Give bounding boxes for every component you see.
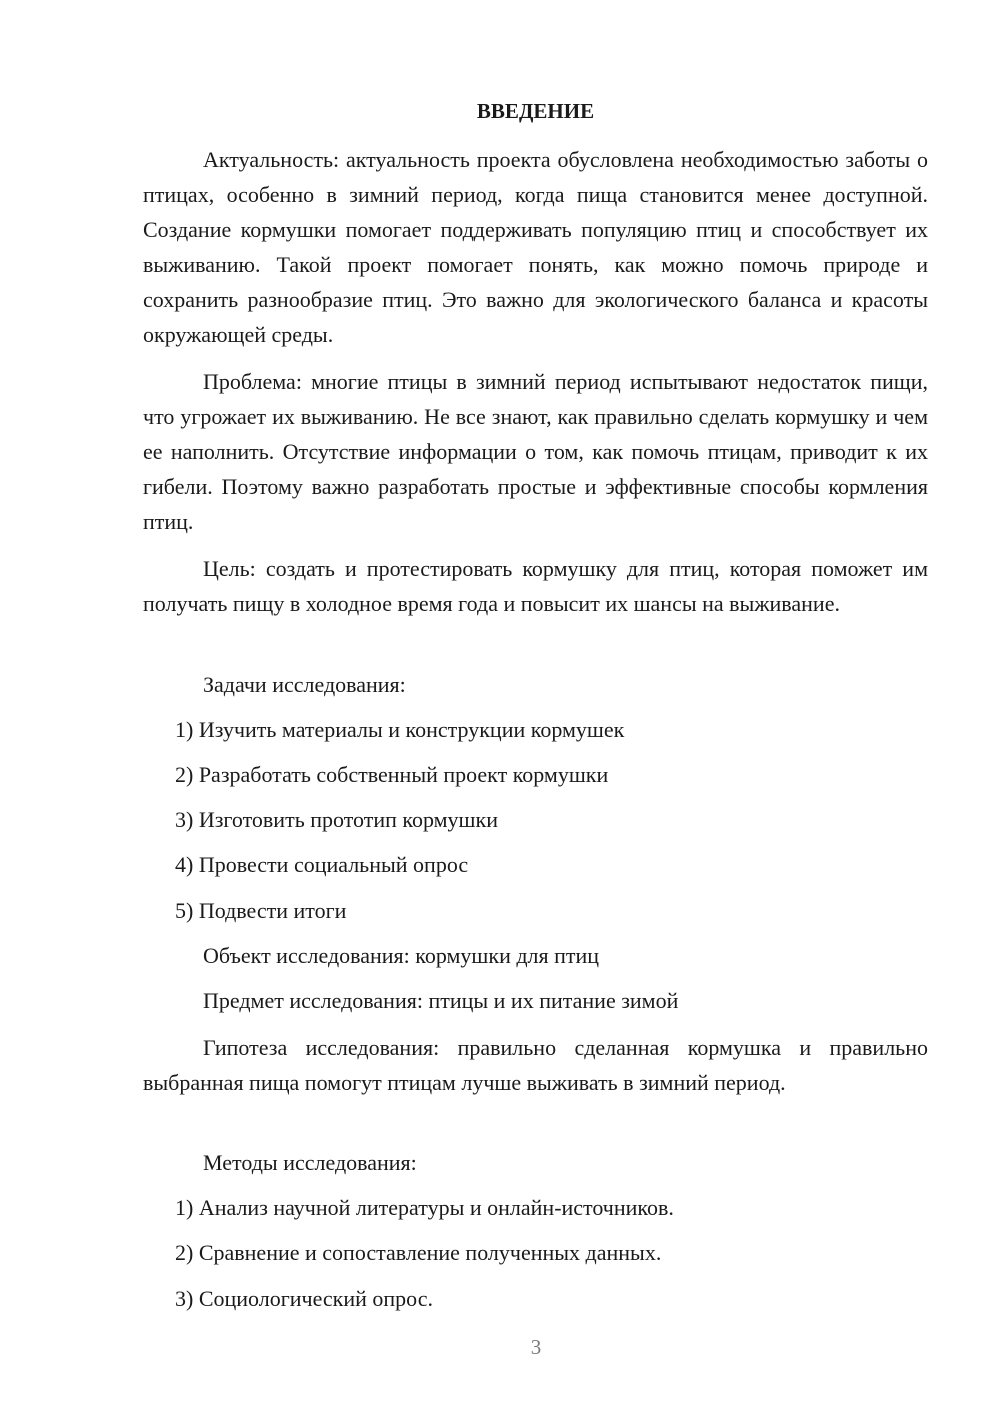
task-item: 4) Провести социальный опрос — [175, 852, 469, 877]
hypothesis-paragraph: Гипотеза исследования: правильно сделанная кормушка и правильно выбранная пища помогут птицам лучше выживать в зимний период. — [143, 1035, 928, 1095]
research-object: Объект исследования: кормушки для птиц — [203, 943, 600, 968]
method-item: 1) Анализ научной литературы и онлайн-источников. — [175, 1195, 674, 1220]
tasks-heading: Задачи исследования: — [203, 672, 406, 697]
goal-paragraph: Цель: создать и протестировать кормушку для птиц, которая поможет им получать пищу в холодное время года и повысит их шансы на выживание. — [143, 556, 928, 616]
methods-heading: Методы исследования: — [203, 1150, 417, 1175]
problem-paragraph: Проблема: многие птицы в зимний период испытывают недостаток пищи, что угрожает их выживанию. Не все знают, как правильно сделать кормушку и чем ее наполнить. Отсутствие информации о том, как помочь птицам, приводит к их гибели. Поэтому важно разработать простые и эффективные способы кормления птиц. — [143, 369, 928, 534]
page-number: 3 — [530, 1335, 542, 1359]
task-item: 3) Изготовить прототип кормушки — [175, 807, 498, 832]
task-item: 2) Разработать собственный проект кормушки — [175, 762, 609, 787]
page-title: ВВЕДЕНИЕ — [476, 99, 595, 123]
task-item: 5) Подвести итоги — [175, 898, 347, 923]
task-item: 1) Изучить материалы и конструкции кормушек — [175, 717, 625, 742]
research-subject: Предмет исследования: птицы и их питание зимой — [203, 988, 679, 1013]
relevance-paragraph: Актуальность: актуальность проекта обусловлена необходимостью заботы о птицах, особенно в зимний период, когда пища становится менее доступной. Создание кормушки помогает поддерживать популяцию птиц и способствует их выживанию. Такой проект помогает понять, как можно помочь природе и сохранить разнообразие птиц. Это важно для экологического баланса и красоты окружающей среды. — [143, 147, 928, 347]
method-item: 3) Социологический опрос. — [175, 1286, 433, 1311]
method-item: 2) Сравнение и сопоставление полученных данных. — [175, 1240, 662, 1265]
